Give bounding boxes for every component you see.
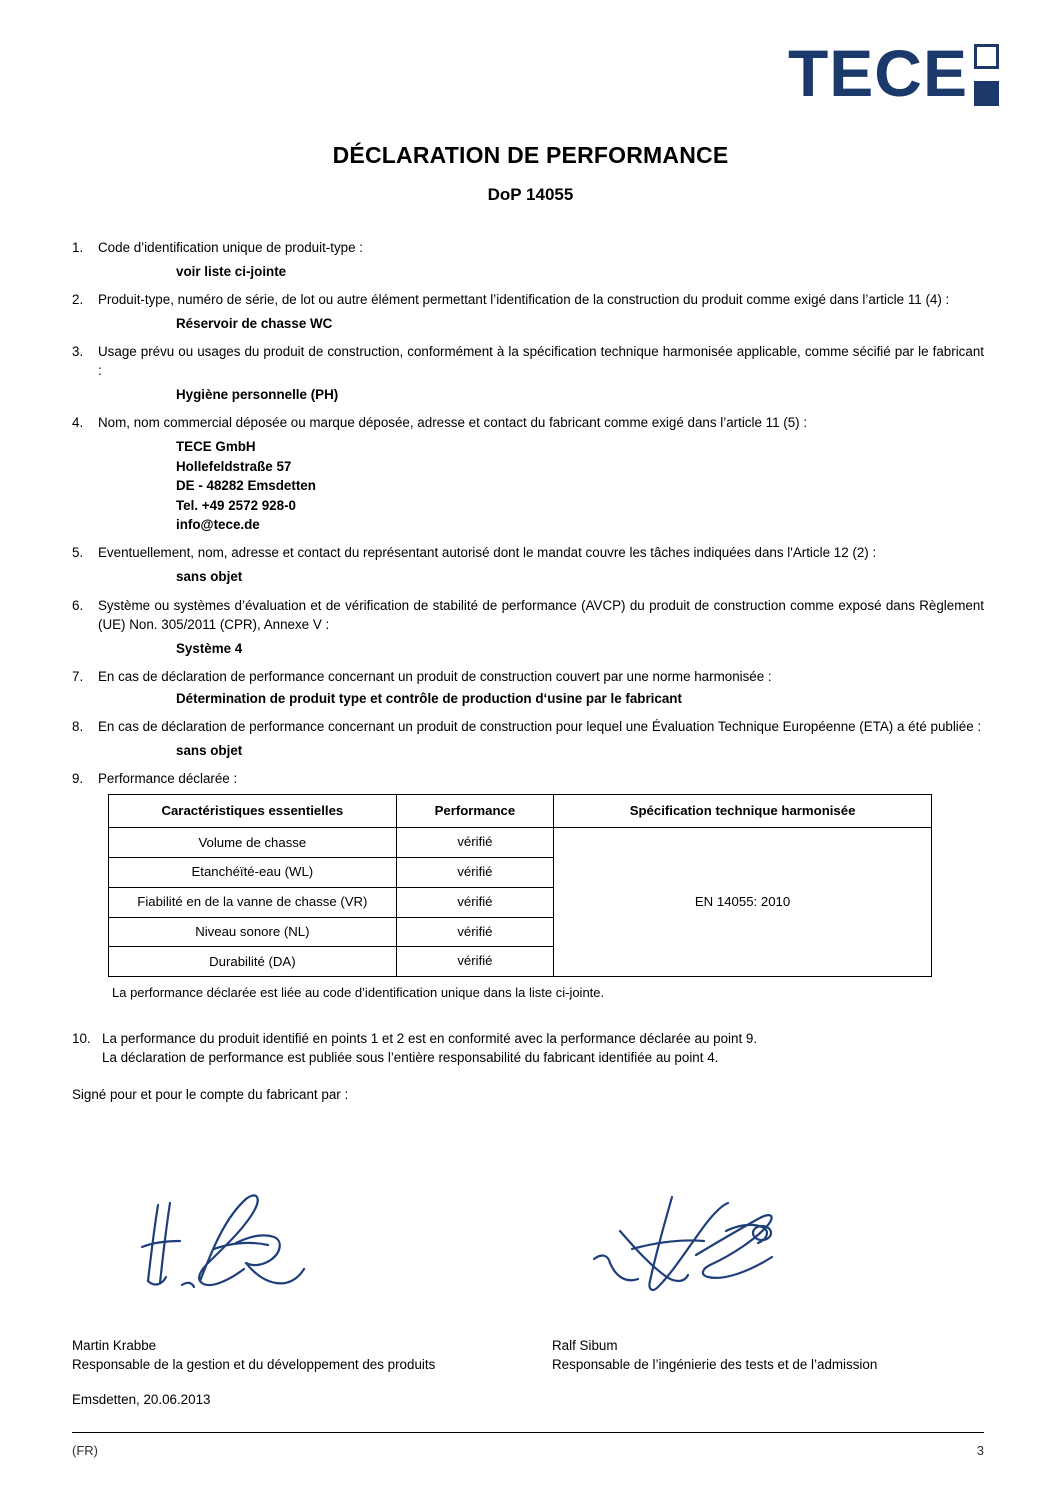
clause-8-answer: sans objet (176, 742, 243, 758)
place-and-date: Emsdetten, 20.06.2013 (72, 1392, 211, 1407)
clause-3 (72, 342, 984, 404)
clause-8 (72, 717, 984, 760)
clause-2-answer: Réservoir de chasse WC (176, 316, 333, 332)
page-subtitle: DoP 14055 (487, 185, 574, 204)
page-footer (72, 1443, 984, 1458)
clause-5-number: 5. (72, 545, 84, 561)
clause-3-answer: Hygiène personnelle (PH) (176, 387, 339, 403)
clause-1-text: Code d’identification unique de produit-type : (98, 240, 364, 255)
cell-characteristic: Durabilité (DA) (109, 947, 397, 977)
clause-3-number: 3. (72, 344, 84, 360)
clause-1-answer: voir liste ci-jointe (176, 264, 287, 280)
clause-7-number: 7. (72, 668, 84, 684)
cell-performance: vérifié (396, 828, 553, 858)
clause-9-number: 9. (72, 770, 84, 786)
page-title: DÉCLARATION DE PERFORMANCE (332, 142, 729, 168)
signature-martin-krabbe-icon (96, 1185, 356, 1305)
table-row (109, 828, 932, 858)
cell-specification: EN 14055: 2010 (554, 828, 932, 977)
performance-table (108, 794, 932, 977)
performance-table-wrapper (108, 794, 932, 977)
cell-characteristic: Volume de chasse (109, 828, 397, 858)
clause-1-number: 1. (72, 240, 84, 255)
clause-5-answer: sans objet (176, 569, 243, 585)
signatory-right-name: Ralf Sibum (552, 1338, 618, 1353)
clause-7-answer: Détermination de produit type et contrôle de production d‘usine par le fabricant (176, 690, 682, 706)
clause-4-number: 4. (72, 415, 84, 431)
tece-logo (787, 36, 999, 110)
document-body (72, 238, 984, 1105)
signatory-left-role: Responsable de la gestion et du développement des produits (72, 1357, 436, 1373)
clause-3-text: Usage prévu ou usages du produit de construction, conformément à la spécification technique harmonisée applicable, comme sécifié par le fabricant : (98, 344, 984, 379)
clause-4-text: Nom, nom commercial déposée ou marque déposée, adresse et contact du fabricant comme exigé dans l’article 11 (5) : (98, 415, 808, 431)
clause-10 (72, 1029, 984, 1068)
manufacturer-name: TECE GmbH (176, 439, 256, 455)
cell-characteristic: Niveau sonore (NL) (109, 917, 397, 947)
cell-performance: vérifié (396, 947, 553, 977)
manufacturer-email: info@tece.de (176, 517, 260, 532)
table-header-row (109, 794, 932, 828)
clause-9-text: Performance déclarée : (98, 770, 238, 786)
cell-characteristic: Fiabilité en de la vanne de chasse (VR) (109, 887, 397, 917)
clause-2-number: 2. (72, 292, 84, 308)
clause-5-text: Eventuellement, nom, adresse et contact du représentant autorisé dont le mandat couvre les tâches indiquées dans l'Article 12 (2) : (98, 545, 877, 561)
logo-square-outline-icon (974, 44, 999, 69)
clause-6-answer: Système 4 (176, 640, 243, 656)
clause-7-text: En cas de déclaration de performance concernant un produit de construction couvert par une norme harmonisée : (98, 668, 772, 684)
tece-logo-marks (974, 42, 999, 106)
clause-10-line-2: La déclaration de performance est publiée sous l’entière responsabilité du fabricant identifiée au point 4. (102, 1050, 719, 1066)
clause-1 (72, 238, 984, 281)
column-header-specification: Spécification technique harmonisée (554, 794, 932, 828)
clause-10-line-1: La performance du produit identifié en points 1 et 2 est en conformité avec la performance déclarée au point 9. (102, 1030, 758, 1046)
clause-5 (72, 543, 984, 586)
clause-9 (72, 769, 984, 788)
signatory-right (552, 1336, 877, 1375)
tece-logo-wordmark: TECE (787, 36, 968, 110)
logo-square-filled-icon (974, 81, 999, 106)
cell-performance: vérifié (396, 858, 553, 888)
cell-performance: vérifié (396, 917, 553, 947)
clause-8-text: En cas de déclaration de performance concernant un produit de construction pour lequel une Évaluation Technique Européenne (ETA) a été publiée : (98, 718, 982, 734)
cell-performance: vérifié (396, 887, 553, 917)
manufacturer-street: Hollefeldstraße 57 (176, 458, 292, 474)
table-note: La performance déclarée est liée au code d’identification unique dans la liste ci-jointe. (112, 985, 605, 1001)
column-header-performance: Performance (396, 794, 553, 828)
clause-6-number: 6. (72, 597, 84, 613)
clause-8-number: 8. (72, 718, 84, 734)
clause-2-text: Produit-type, numéro de série, de lot ou autre élément permettant l’identification de la construction du produit comme exigé dans l’article 11 (4) : (98, 292, 950, 308)
signed-for-text: Signé pour et pour le compte du fabricant par : (72, 1087, 349, 1103)
manufacturer-city: DE - 48282 Emsdetten (176, 478, 316, 494)
clause-6 (72, 596, 984, 658)
cell-characteristic: Etanchéïté-eau (WL) (109, 858, 397, 888)
clause-10-number: 10. (72, 1030, 91, 1046)
signature-ralf-sibum-icon (576, 1185, 836, 1305)
clause-4 (72, 413, 984, 534)
footer-divider (72, 1432, 984, 1433)
footer-language: (FR) (72, 1443, 98, 1458)
clause-7 (72, 667, 984, 708)
footer-page-number: 3 (976, 1443, 984, 1458)
clause-2 (72, 290, 984, 333)
manufacturer-phone: Tel. +49 2572 928-0 (176, 497, 296, 513)
signatory-left (72, 1336, 435, 1375)
column-header-characteristics: Caractéristiques essentielles (109, 794, 397, 828)
signatory-right-role: Responsable de l’ingénierie des tests et de l’admission (552, 1357, 878, 1373)
clause-6-text: Système ou systèmes d’évaluation et de vérification de stabilité de performance (AVCP) du produit de construction comme exposé dans Règlement (UE) Non. 305/2011 (CPR), Annexe V : (98, 597, 984, 632)
manufacturer-address (176, 437, 984, 534)
signatory-left-name: Martin Krabbe (72, 1338, 157, 1353)
